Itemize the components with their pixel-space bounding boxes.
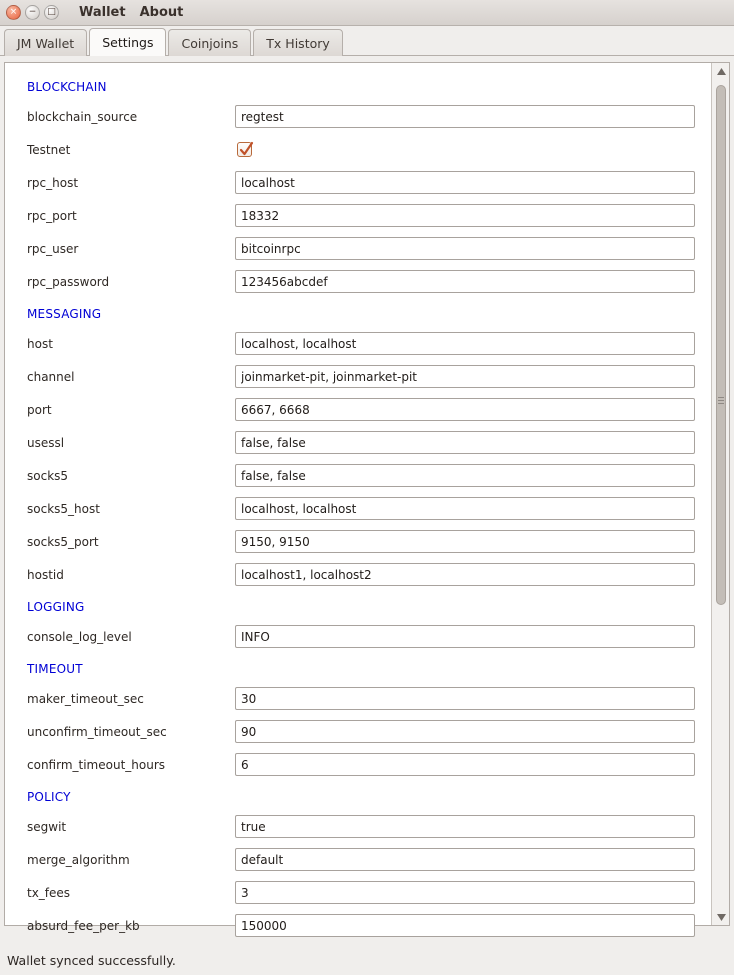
setting-input[interactable]: [235, 237, 695, 260]
setting-label: hostid: [27, 567, 64, 582]
tab-coinjoins[interactable]: Coinjoins: [168, 29, 251, 56]
window-titlebar: [0, 0, 734, 26]
tab-bar: [0, 26, 734, 56]
setting-input[interactable]: [235, 848, 695, 871]
setting-input[interactable]: [235, 332, 695, 355]
setting-label: usessl: [27, 435, 65, 450]
setting-field: [235, 365, 695, 388]
minimize-icon[interactable]: −: [25, 5, 40, 20]
vertical-scrollbar[interactable]: [711, 63, 729, 925]
setting-label: rpc_port: [27, 208, 77, 223]
scrollbar-track[interactable]: [712, 79, 729, 909]
setting-label: absurd_fee_per_kb: [27, 918, 140, 933]
setting-row: [11, 360, 705, 393]
setting-label: rpc_password: [27, 274, 110, 289]
setting-row: [11, 525, 705, 558]
section-heading-logging: LOGGING: [27, 600, 85, 614]
setting-row: [11, 558, 705, 591]
setting-checkbox[interactable]: [237, 142, 252, 157]
setting-row: [11, 843, 705, 876]
setting-field: [235, 464, 695, 487]
setting-field: [235, 171, 695, 194]
scroll-down-icon[interactable]: [712, 909, 730, 925]
setting-row: [11, 876, 705, 909]
setting-row: [11, 232, 705, 265]
setting-row: [11, 265, 705, 298]
setting-input[interactable]: [235, 464, 695, 487]
maximize-icon[interactable]: □: [44, 5, 59, 20]
setting-field: [235, 431, 695, 454]
setting-field: [235, 204, 695, 227]
setting-input[interactable]: [235, 530, 695, 553]
close-icon[interactable]: ×: [6, 5, 21, 20]
tab-tx-history[interactable]: Tx History: [253, 29, 342, 56]
setting-row: [11, 133, 705, 166]
setting-input[interactable]: [235, 914, 695, 937]
setting-row: [11, 393, 705, 426]
setting-label: unconfirm_timeout_sec: [27, 724, 167, 739]
setting-label: socks5_host: [27, 501, 100, 516]
setting-row: [11, 682, 705, 715]
setting-field: [235, 142, 695, 157]
setting-input[interactable]: [235, 365, 695, 388]
setting-input[interactable]: [235, 105, 695, 128]
setting-row: [11, 810, 705, 843]
setting-input[interactable]: [235, 204, 695, 227]
setting-field: [235, 398, 695, 421]
setting-field: [235, 530, 695, 553]
setting-input[interactable]: [235, 881, 695, 904]
section-heading-timeout: TIMEOUT: [27, 662, 83, 676]
settings-panel: [4, 62, 730, 933]
window-controls: [6, 5, 59, 20]
setting-field: [235, 914, 695, 937]
setting-label: confirm_timeout_hours: [27, 757, 166, 772]
setting-field: [235, 687, 695, 710]
setting-input[interactable]: [235, 497, 695, 520]
setting-field: [235, 237, 695, 260]
menu-bar: [69, 5, 183, 20]
setting-field: [235, 753, 695, 776]
scrollbar-grip-icon: [718, 397, 724, 404]
setting-field: [235, 848, 695, 871]
setting-field: [235, 720, 695, 743]
status-message: Wallet synced successfully.: [7, 952, 176, 968]
setting-field: [235, 563, 695, 586]
setting-input[interactable]: [235, 720, 695, 743]
setting-label: merge_algorithm: [27, 852, 130, 867]
setting-row: [11, 327, 705, 360]
setting-label: socks5_port: [27, 534, 99, 549]
setting-label: console_log_level: [27, 629, 132, 644]
status-bar: [0, 945, 734, 975]
setting-row: [11, 620, 705, 653]
setting-field: [235, 815, 695, 838]
setting-row: [11, 199, 705, 232]
setting-field: [235, 625, 695, 648]
setting-row: [11, 426, 705, 459]
setting-field: [235, 332, 695, 355]
section-heading-messaging: MESSAGING: [27, 307, 102, 321]
scroll-up-icon[interactable]: [712, 63, 730, 79]
setting-field: [235, 105, 695, 128]
setting-input[interactable]: [235, 431, 695, 454]
setting-row: [11, 715, 705, 748]
scrollbar-thumb[interactable]: [716, 85, 726, 605]
section-heading-policy: POLICY: [27, 790, 71, 804]
setting-field: [235, 270, 695, 293]
setting-field: [235, 497, 695, 520]
setting-label: rpc_host: [27, 175, 79, 190]
setting-input[interactable]: [235, 753, 695, 776]
setting-label: tx_fees: [27, 885, 71, 900]
setting-input[interactable]: [235, 171, 695, 194]
setting-row: [11, 492, 705, 525]
setting-label: channel: [27, 369, 75, 384]
setting-input[interactable]: [235, 815, 695, 838]
setting-row: [11, 166, 705, 199]
section-heading-blockchain: BLOCKCHAIN: [27, 80, 107, 94]
setting-input[interactable]: [235, 270, 695, 293]
tab-jm-wallet[interactable]: JM Wallet: [4, 29, 87, 56]
setting-label: Testnet: [27, 142, 71, 157]
setting-label: segwit: [27, 819, 67, 834]
setting-row: [11, 459, 705, 492]
setting-label: host: [27, 336, 53, 351]
setting-field: [235, 881, 695, 904]
menu-item-wallet[interactable]: Wallet: [79, 5, 126, 20]
setting-label: blockchain_source: [27, 109, 138, 124]
menu-item-about[interactable]: About: [139, 5, 184, 20]
setting-input[interactable]: [235, 687, 695, 710]
setting-label: maker_timeout_sec: [27, 691, 144, 706]
setting-row: [11, 909, 705, 942]
setting-input[interactable]: [235, 625, 695, 648]
setting-label: socks5: [27, 468, 69, 483]
setting-input[interactable]: [235, 398, 695, 421]
setting-label: rpc_user: [27, 241, 79, 256]
setting-input[interactable]: [235, 563, 695, 586]
tab-settings[interactable]: Settings: [89, 28, 166, 56]
setting-row: [11, 748, 705, 781]
settings-scroll-area: [5, 63, 711, 933]
setting-row: [11, 100, 705, 133]
setting-label: port: [27, 402, 52, 417]
